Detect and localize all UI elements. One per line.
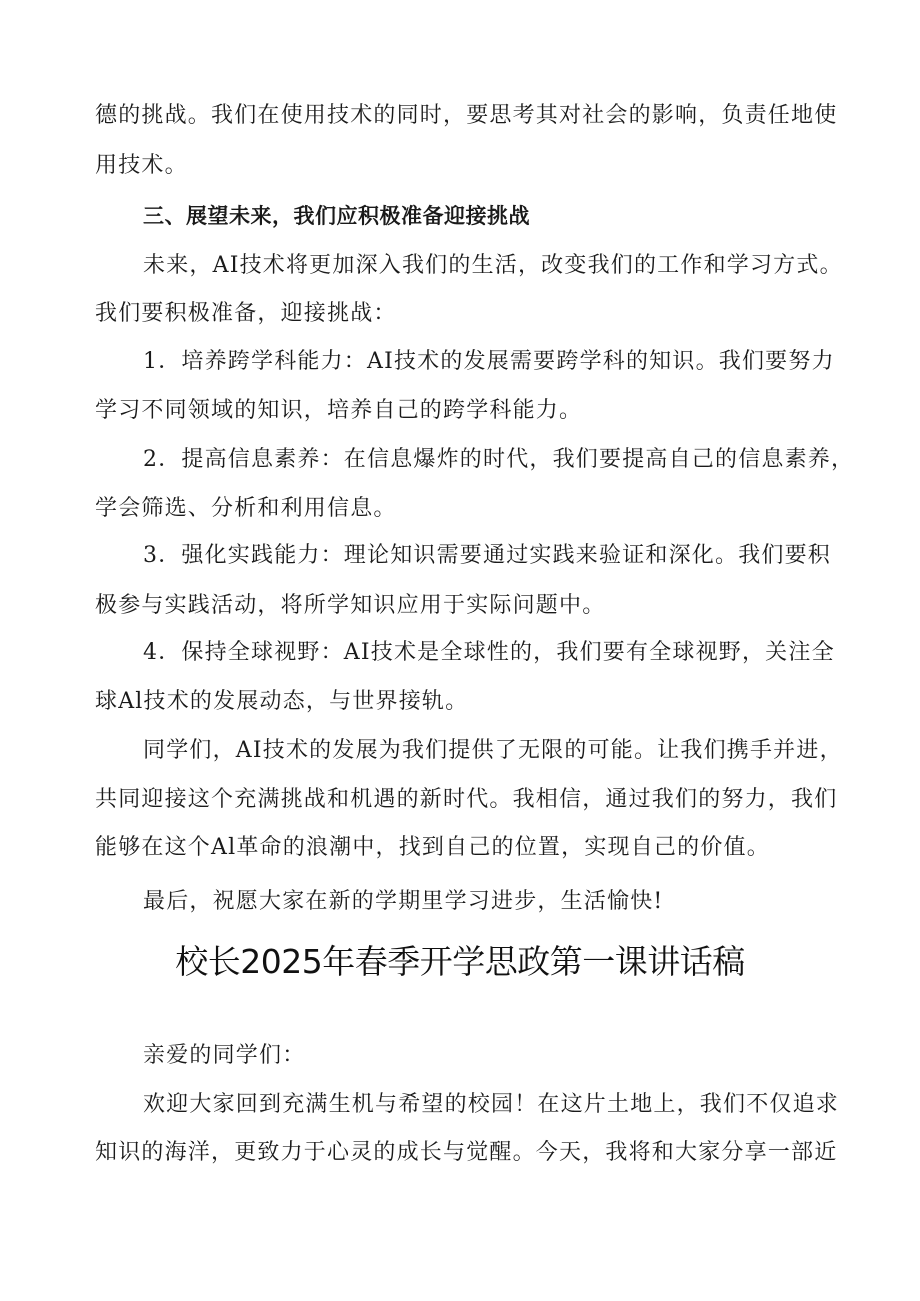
list-item-line: 极参与实践活动，将所学知识应用于实际问题中。 <box>95 593 606 618</box>
salutation: 亲爱的同学们： <box>143 1043 306 1068</box>
body-text-line: 德的挑战。我们在使用技术的同时，要思考其对社会的影响，负责任地使 <box>95 103 838 128</box>
body-text-line: 能够在这个Al革命的浪潮中，找到自己的位置，实现自己的价值。 <box>95 835 770 860</box>
section-heading: 三、展望未来，我们应积极准备迎接挑战 <box>143 204 530 228</box>
article-title: 校长2025年春季开学思政第一课讲话稿 <box>175 942 745 981</box>
body-text-line: 知识的海洋，更致力于心灵的成长与觉醒。今天，我将和大家分享一部近 <box>95 1140 838 1165</box>
list-item-line: 球Al技术的发展动态，与世界接轨。 <box>95 689 469 714</box>
body-text-line: 用技术。 <box>95 153 188 178</box>
list-item-line: 3．强化实践能力：理论知识需要通过实践来验证和深化。我们要积 <box>143 543 831 568</box>
body-text-line: 共同迎接这个充满挑战和机遇的新时代。我相信，通过我们的努力，我们 <box>95 787 838 812</box>
list-item-line: 1．培养跨学科能力：AI技术的发展需要跨学科的知识。我们要努力 <box>143 349 835 374</box>
list-item-line: 2．提高信息素养：在信息爆炸的时代，我们要提高自己的信息素养， <box>143 447 855 472</box>
body-text-line: 同学们，AI技术的发展为我们提供了无限的可能。让我们携手并进， <box>143 738 843 763</box>
body-text-line: 最后，祝愿大家在新的学期里学习进步，生活愉快! <box>143 889 664 914</box>
body-text-line: 欢迎大家回到充满生机与希望的校园！在这片土地上，我们不仅追求 <box>143 1092 840 1117</box>
body-text-line: 未来，AI技术将更加深入我们的生活，改变我们的工作和学习方式。 <box>143 253 843 278</box>
list-item-line: 学习不同领域的知识，培养自己的跨学科能力。 <box>95 398 583 423</box>
list-item-line: 4．保持全球视野：AI技术是全球性的，我们要有全球视野，关注全 <box>143 640 835 665</box>
body-text-line: 我们要积极准备，迎接挑战： <box>95 301 397 326</box>
list-item-line: 学会筛选、分析和利用信息。 <box>95 496 397 521</box>
